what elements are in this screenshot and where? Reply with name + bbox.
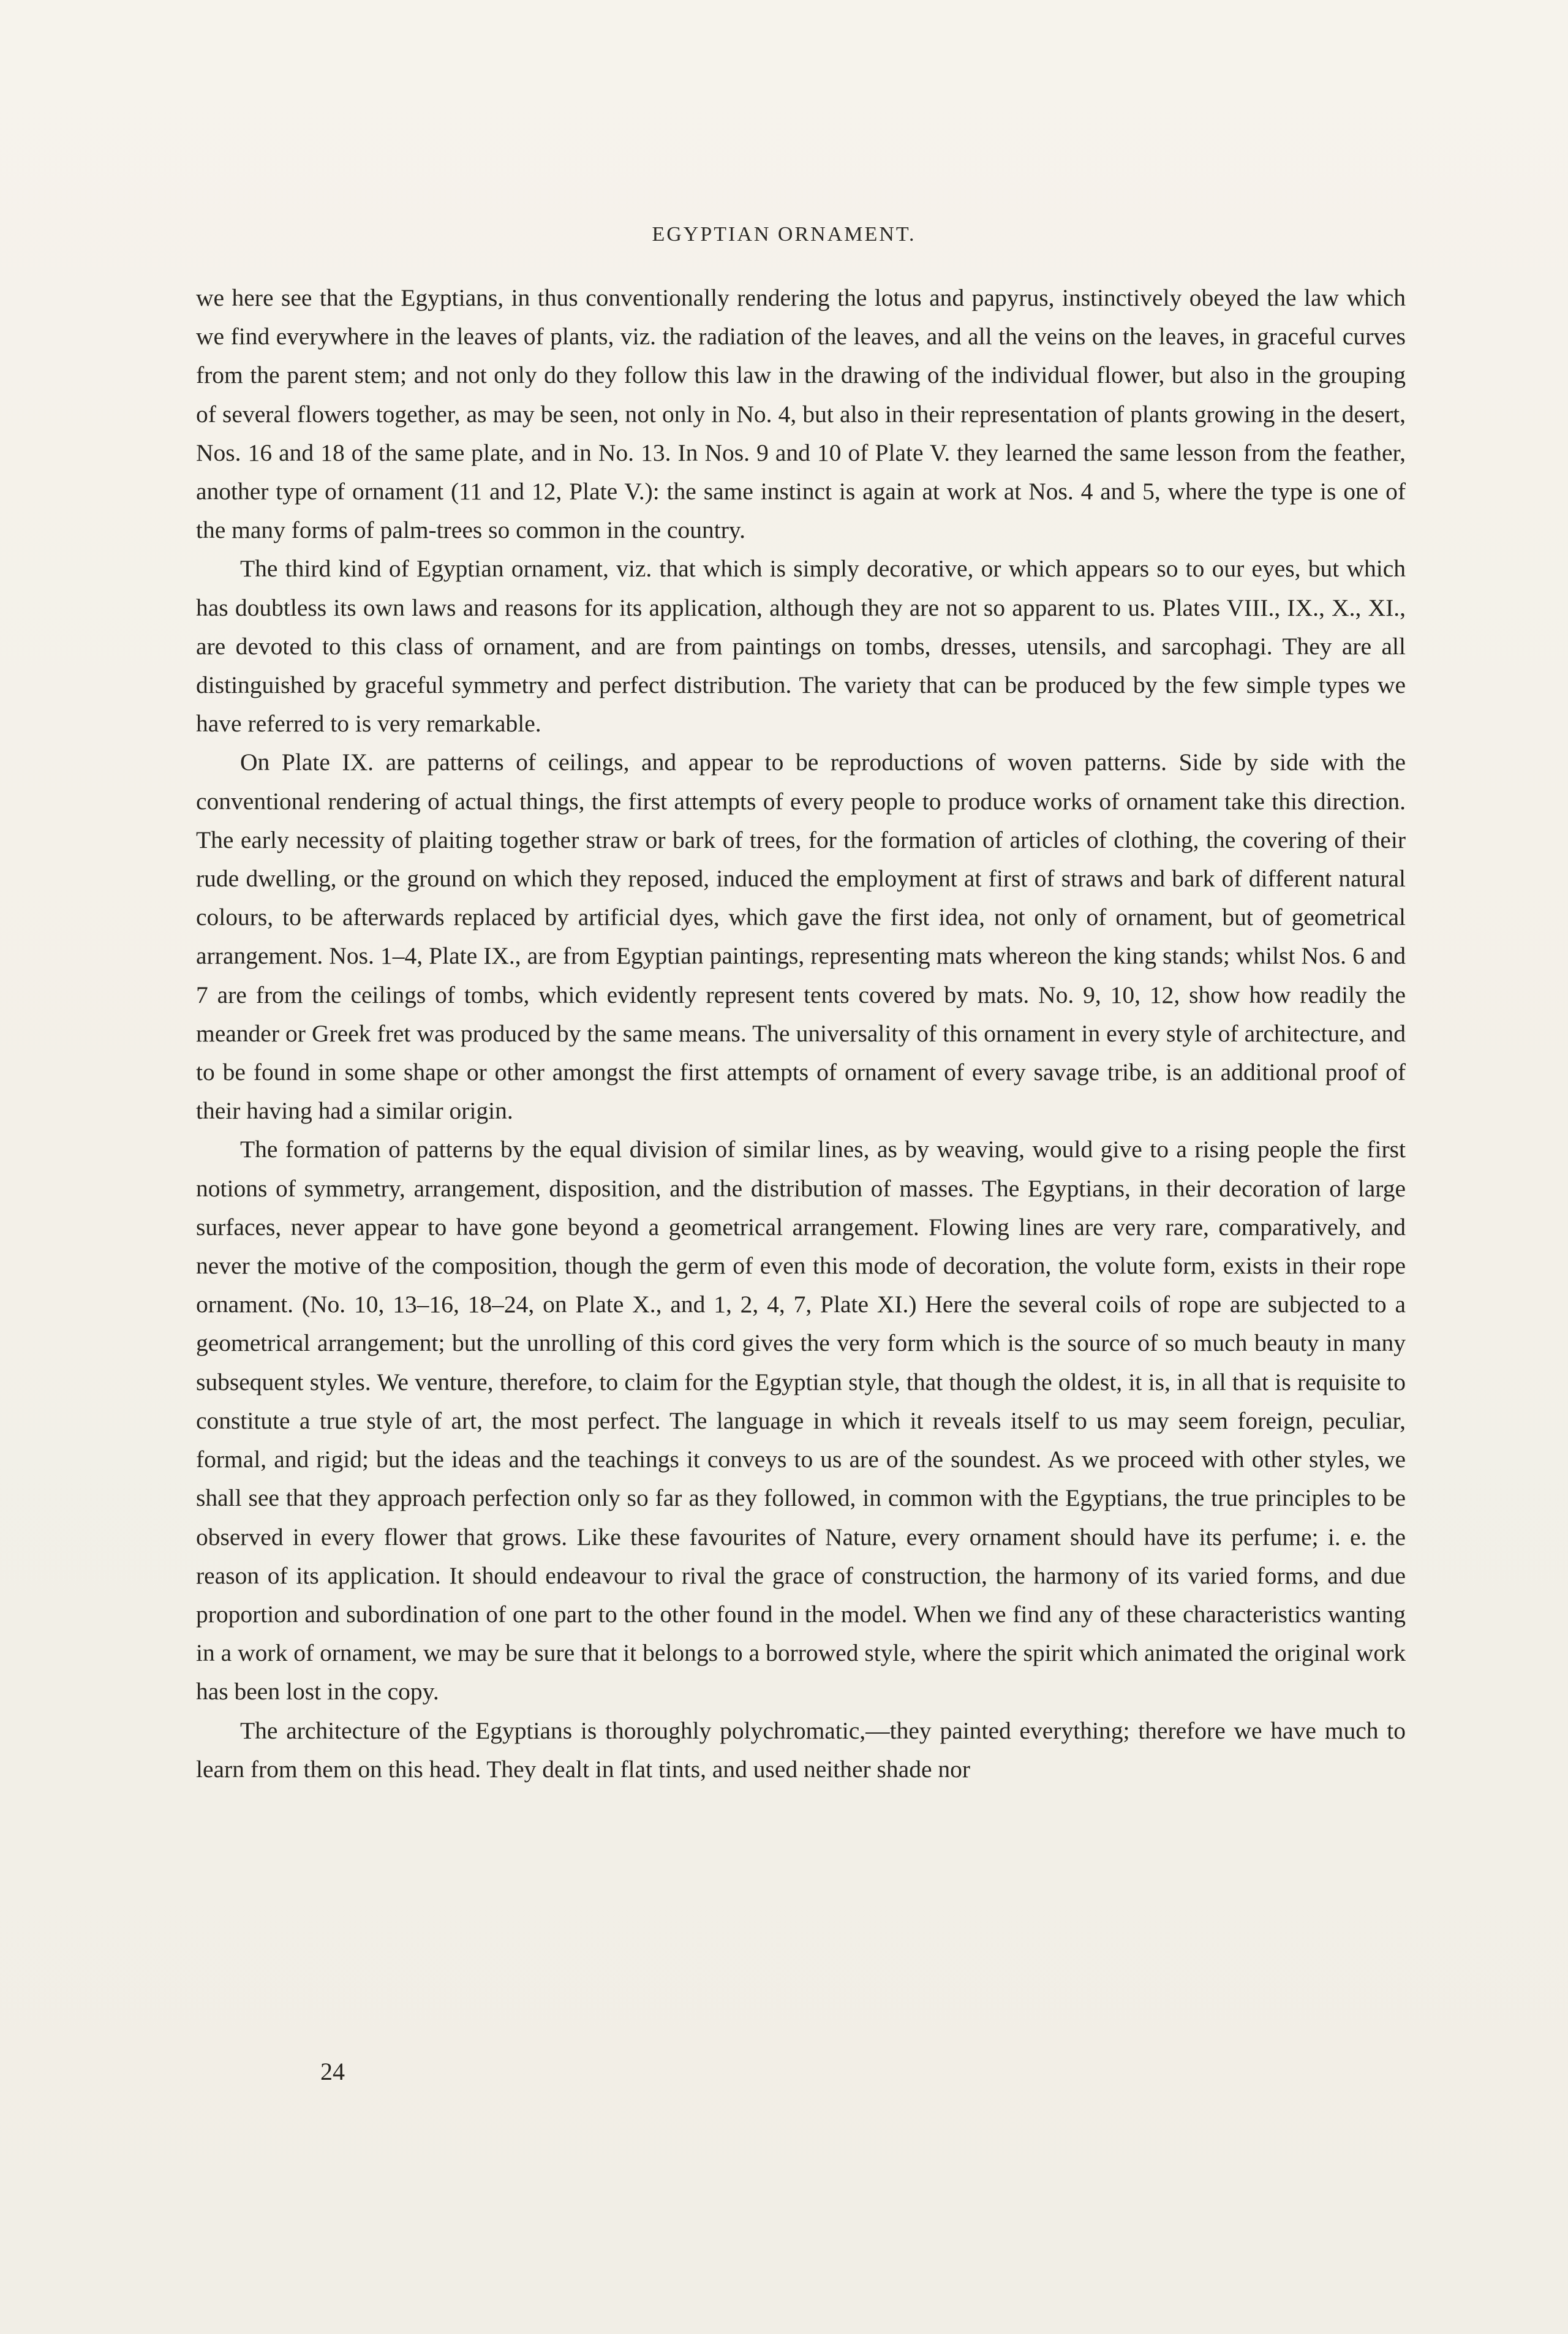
paragraph-5: The architecture of the Egyptians is thoroughly polychromatic,—they painted everything; therefore we have much to learn from them on this head. They dealt in flat tints, and used neither shade nor [196,1717,1406,1783]
paragraph-4: The formation of patterns by the equal division of similar lines, as by weaving, would give to a rising people the first notions of symmetry, arrangement, disposition, and the distribution of masses. The Egyptians, in their decoration of large surfaces, never appear to have gone beyond a geometrical arrangement. Flowing lines are very rare, comparatively, and never the motive of the composition, though the germ of even this mode of decoration, the volute form, exists in their rope ornament. (No. 10, 13–16, 18–24, on Plate X., and 1, 2, 4, 7, Plate XI.) Here the several coils of rope are subjected to a geometrical arrangement; but the unrolling of this cord gives the very form which is the source of so much beauty in many subsequent styles. We venture, therefore, to claim for the Egyptian style, that though the oldest, it is, in all that is requisite to constitute a true style of art, the most perfect. The language in which it reveals itself to us may seem foreign, peculiar, formal, and rigid; but the ideas and the teachings it conveys to us are of the soundest. As we proceed with other styles, we shall see that they approach perfection only so far as they followed, in common with the Egyptians, the true principles to be observed in every flower that grows. Like these favourites of Nature, every ornament should have its perfume; i. e. the reason of its application. It should endeavour to rival the grace of construction, the harmony of its varied forms, and due proportion and subordination of one part to the other found in the model. When we find any of these characteristics wanting in a work of ornament, we may be sure that it belongs to a borrowed style, where the spirit which animated the original work has been lost in the copy. [196,1136,1406,1705]
paragraph-2: The third kind of Egyptian ornament, viz. that which is simply decorative, or which appears so to our eyes, but which has doubtless its own laws and reasons for its application, although they are not so apparent to us. Plates VIII., IX., X., XI., are devoted to this class of ornament, and are from paintings on tombs, dresses, utensils, and sarcophagi. They are all distinguished by graceful symmetry and perfect distribution. The variety that can be produced by the few simple types we have referred to is very remarkable. [196,555,1406,738]
paragraph-1: we here see that the Egyptians, in thus conventionally rendering the lotus and papyrus, instinctively obeyed the law which we find everywhere in the leaves of plants, viz. the radiation of the leaves, and all the veins on the leaves, in graceful curves from the parent stem; and not only do they follow this law in the drawing of the individual flower, but also in the grouping of several flowers together, as may be seen, not only in No. 4, but also in their representation of plants growing in the desert, Nos. 16 and 18 of the same plate, and in No. 13. In Nos. 9 and 10 of Plate V. they learned the same lesson from the feather, another type of ornament (11 and 12, Plate V.): the same instinct is again at work at Nos. 4 and 5, where the type is one of the many forms of palm-trees so common in the country. [196,284,1406,544]
page-number: 24 [320,2058,345,2085]
paragraph-3: On Plate IX. are patterns of ceilings, and appear to be reproductions of woven patterns. Side by side with the conventional rendering of actual things, the first attempts of every people to produce works of ornament take this direction. The early necessity of plaiting together straw or bark of trees, for the formation of articles of clothing, the covering of their rude dwelling, or the ground on which they reposed, induced the employment at first of straws and bark of different natural colours, to be afterwards replaced by artificial dyes, which gave the first idea, not only of ornament, but of geometrical arrangement. Nos. 1–4, Plate IX., are from Egyptian paintings, representing mats whereon the king stands; whilst Nos. 6 and 7 are from the ceilings of tombs, which evidently represent tents covered by mats. No. 9, 10, 12, show how readily the meander or Greek fret was produced by the same means. The universality of this ornament in every style of architecture, and to be found in some shape or other amongst the first attempts of ornament of every savage tribe, is an additional proof of their having had a similar origin. [196,749,1406,1125]
running-title: EGYPTIAN ORNAMENT. [652,223,916,246]
body-text [196,279,1406,1789]
